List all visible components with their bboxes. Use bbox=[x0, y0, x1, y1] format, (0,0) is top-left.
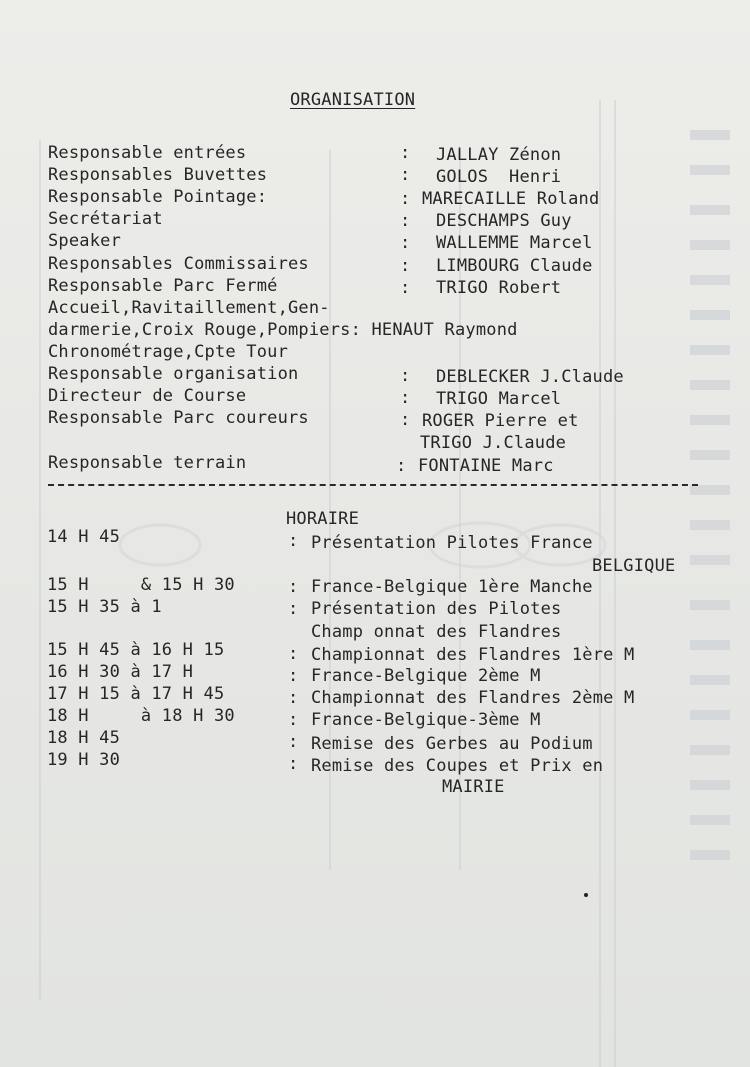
schedule-time: 18 H à 18 H 30 bbox=[47, 706, 235, 726]
schedule-time: 15 H 45 à 16 H 15 bbox=[47, 640, 225, 660]
schedule-time: 15 H 35 à 1 bbox=[47, 597, 162, 617]
role-label: Speaker bbox=[48, 231, 122, 251]
person-name: WALLEMME Marcel bbox=[436, 233, 593, 253]
person-name: LIMBOURG Claude bbox=[436, 256, 593, 276]
role-label: Responsable Parc Fermé bbox=[48, 276, 278, 296]
role-label-multiline: Accueil,Ravitaillement,Gen- bbox=[48, 298, 330, 318]
schedule-time: 19 H 30 bbox=[47, 750, 121, 770]
person-name: TRIGO Robert bbox=[436, 278, 562, 298]
schedule-event-continuation: BELGIQUE bbox=[592, 556, 676, 576]
separator: : bbox=[396, 456, 407, 476]
person-name: GOLOS Henri bbox=[436, 167, 562, 187]
schedule-event-continuation: Champ onnat des Flandres bbox=[311, 622, 562, 642]
separator: : bbox=[400, 256, 411, 276]
role-label: Responsable Parc coureurs bbox=[48, 408, 309, 428]
schedule-event: Championnat des Flandres 1ère M bbox=[311, 645, 635, 665]
separator: : bbox=[288, 754, 299, 774]
schedule-event: France-Belgique 1ère Manche bbox=[311, 577, 593, 597]
ink-dot bbox=[584, 893, 588, 897]
schedule-time: 18 H 45 bbox=[47, 728, 121, 748]
schedule-time: 14 H 45 bbox=[47, 527, 121, 547]
role-label: Responsables Buvettes bbox=[48, 165, 268, 185]
role-label-multiline: Chronométrage,Cpte Tour bbox=[48, 342, 289, 362]
schedule-event: Présentation Pilotes France bbox=[311, 533, 593, 553]
role-label: Secrétariat bbox=[48, 209, 163, 229]
schedule-event: Championnat des Flandres 2ème M bbox=[311, 688, 635, 708]
separator: : bbox=[288, 599, 299, 619]
person-name-continuation: TRIGO J.Claude bbox=[420, 433, 567, 453]
horaire-heading: HORAIRE bbox=[286, 509, 360, 529]
schedule-event-continuation: MAIRIE bbox=[442, 777, 505, 797]
schedule-event: Remise des Gerbes au Podium bbox=[311, 734, 593, 754]
separator: : bbox=[400, 189, 411, 209]
separator: : bbox=[400, 211, 411, 231]
person-name: FONTAINE Marc bbox=[418, 456, 554, 476]
schedule-event: France-Belgique-3ème M bbox=[311, 710, 541, 730]
role-label: Responsable terrain bbox=[48, 453, 247, 473]
person-name: MARECAILLE Roland bbox=[422, 189, 600, 209]
separator: : bbox=[400, 388, 411, 408]
person-name: DESCHAMPS Guy bbox=[436, 211, 572, 231]
separator: : bbox=[288, 710, 299, 730]
schedule-time: 15 H & 15 H 30 bbox=[47, 575, 235, 595]
separator: : bbox=[288, 732, 299, 752]
separator: : bbox=[400, 366, 411, 386]
separator: : bbox=[400, 233, 411, 253]
person-name: JALLAY Zénon bbox=[436, 145, 562, 165]
separator: : bbox=[400, 165, 411, 185]
schedule-time: 17 H 15 à 17 H 45 bbox=[47, 684, 225, 704]
person-name: TRIGO Marcel bbox=[436, 389, 562, 409]
role-label: Responsable Pointage: bbox=[48, 187, 268, 207]
schedule-time: 16 H 30 à 17 H bbox=[47, 662, 194, 682]
person-name: ROGER Pierre et bbox=[422, 411, 579, 431]
separator: : bbox=[400, 278, 411, 298]
separator: : bbox=[288, 577, 299, 597]
dashed-divider bbox=[48, 484, 698, 486]
organisation-heading: ORGANISATION bbox=[290, 90, 416, 110]
role-label: Directeur de Course bbox=[48, 386, 247, 406]
separator: : bbox=[400, 410, 411, 430]
separator: : bbox=[288, 688, 299, 708]
separator: : bbox=[400, 143, 411, 163]
role-label: Responsables Commissaires bbox=[48, 254, 309, 274]
person-name: DEBLECKER J.Claude bbox=[436, 367, 624, 387]
role-label-multiline: darmerie,Croix Rouge,Pompiers: HENAUT Raymond bbox=[48, 320, 518, 340]
schedule-event: Remise des Coupes et Prix en bbox=[311, 756, 604, 776]
schedule-event: Présentation des Pilotes bbox=[311, 599, 562, 619]
role-label: Responsable entrées bbox=[48, 143, 247, 163]
role-label: Responsable organisation bbox=[48, 364, 299, 384]
schedule-event: France-Belgique 2ème M bbox=[311, 666, 541, 686]
separator: : bbox=[288, 666, 299, 686]
separator: : bbox=[288, 644, 299, 664]
separator: : bbox=[288, 531, 299, 551]
